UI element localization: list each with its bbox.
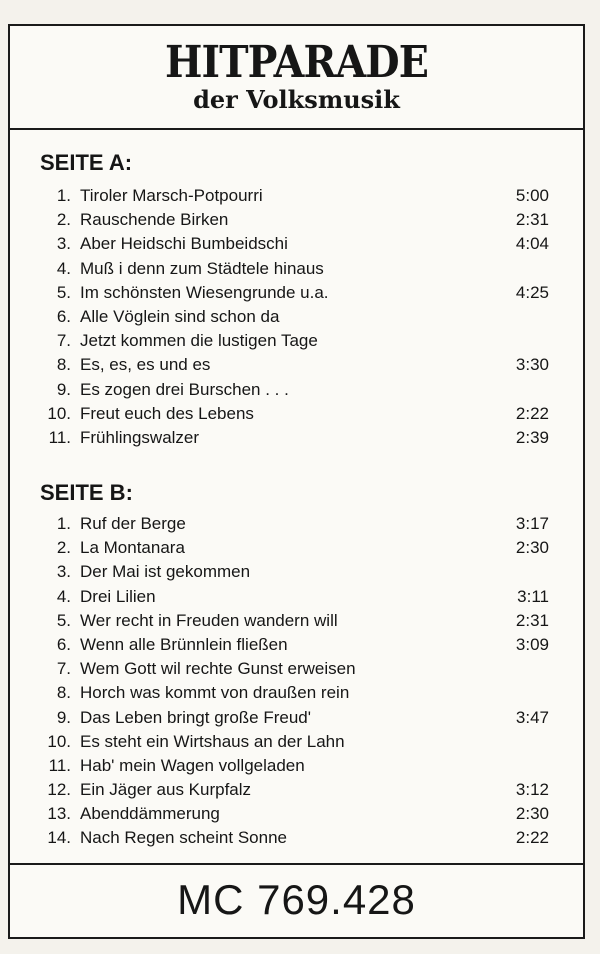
track-duration: 2:22	[515, 828, 549, 848]
track-number: 11.	[48, 755, 71, 775]
track-row	[10, 706, 583, 730]
track-number: 4.	[56, 586, 71, 606]
track-row	[10, 585, 583, 609]
track-row	[10, 512, 583, 536]
track-title: Hab' mein Wagen vollgeladen	[80, 755, 305, 775]
track-row	[10, 826, 583, 850]
track-number: 9.	[56, 707, 71, 727]
track-number: 11.	[48, 427, 71, 447]
track-row	[10, 536, 583, 560]
track-duration: 2:31	[515, 210, 549, 230]
side-b-tracklist	[10, 512, 583, 851]
track-row	[10, 802, 583, 826]
header	[10, 26, 583, 130]
track-duration: 2:31	[515, 610, 549, 630]
album-subtitle: der Volksmusik	[193, 85, 400, 114]
track-duration: 3:09	[515, 634, 549, 654]
track-row	[10, 184, 583, 208]
track-row	[10, 257, 583, 281]
track-number: 8.	[56, 355, 71, 375]
track-title: Nach Regen scheint Sonne	[80, 828, 287, 848]
track-duration: 3:47	[515, 707, 549, 727]
track-duration: 2:39	[515, 427, 549, 447]
side-a-heading: SEITE A:	[40, 150, 133, 175]
track-row	[10, 730, 583, 754]
track-number: 14.	[47, 828, 71, 848]
track-duration: 5:00	[515, 186, 549, 205]
track-row	[10, 426, 583, 450]
track-title: Frühlingswalzer	[80, 427, 200, 447]
track-number: 1.	[56, 186, 71, 205]
album-title: HITPARADE	[164, 37, 429, 88]
track-duration: 2:30	[515, 804, 549, 824]
track-title: Drei Lilien	[80, 586, 156, 606]
track-row	[10, 305, 583, 329]
track-row	[10, 609, 583, 633]
track-duration: 2:30	[515, 538, 549, 558]
track-title: Ruf der Berge	[80, 514, 186, 533]
track-number: 8.	[56, 683, 71, 703]
track-number: 2.	[56, 538, 71, 558]
track-title: Abenddämmerung	[80, 804, 220, 824]
track-row	[10, 754, 583, 778]
track-number: 6.	[56, 634, 71, 654]
track-duration: 3:12	[515, 780, 549, 800]
track-number: 7.	[56, 331, 71, 351]
track-row	[10, 232, 583, 256]
track-row	[10, 329, 583, 353]
track-row	[10, 778, 583, 802]
catalog-number: MC 769.428	[10, 863, 583, 937]
track-number: 2.	[56, 210, 71, 230]
track-title: Das Leben bringt große Freud'	[80, 707, 311, 727]
track-number: 12.	[47, 780, 71, 800]
track-row	[10, 657, 583, 681]
track-title: Wem Gott wil rechte Gunst erweisen	[80, 659, 356, 679]
track-title: Der Mai ist gekommen	[80, 562, 251, 582]
track-duration: 4:25	[515, 282, 549, 302]
track-row	[10, 281, 583, 305]
track-title: Es, es, es und es	[80, 355, 211, 375]
track-number: 5.	[56, 282, 71, 302]
track-number: 1.	[56, 514, 71, 533]
track-number: 9.	[56, 379, 71, 399]
track-title: Wer recht in Freuden wandern will	[80, 610, 338, 630]
track-number: 13.	[47, 804, 71, 824]
cassette-inlay-card	[8, 24, 585, 939]
track-title: Ein Jäger aus Kurpfalz	[80, 780, 252, 800]
track-number: 10.	[47, 403, 71, 423]
track-row	[10, 353, 583, 377]
track-title: Im schönsten Wiesengrunde u.a.	[80, 282, 329, 302]
track-title: Alle Vöglein sind schon da	[80, 306, 280, 326]
track-duration: 3:11	[517, 586, 549, 606]
track-duration: 2:22	[515, 403, 549, 423]
track-title: Rauschende Birken	[80, 210, 229, 230]
track-row	[10, 378, 583, 402]
track-number: 7.	[56, 659, 71, 679]
track-number: 10.	[47, 731, 71, 751]
track-row	[10, 208, 583, 232]
track-title: Muß i denn zum Städtele hinaus	[80, 258, 324, 278]
side-a-tracklist	[10, 184, 583, 450]
track-row	[10, 560, 583, 584]
track-number: 3.	[56, 562, 71, 582]
track-title: Freut euch des Lebens	[80, 403, 254, 423]
track-title: Es steht ein Wirtshaus an der Lahn	[80, 731, 345, 751]
track-title: Tiroler Marsch-Potpourri	[80, 186, 263, 205]
track-title: Wenn alle Brünnlein fließen	[80, 634, 288, 654]
track-title: Horch was kommt von draußen rein	[80, 683, 350, 703]
track-row	[10, 402, 583, 426]
track-row	[10, 681, 583, 705]
track-title: Jetzt kommen die lustigen Tage	[80, 331, 318, 351]
track-number: 6.	[56, 306, 71, 326]
track-title: Aber Heidschi Bumbeidschi	[80, 234, 288, 254]
track-title: Es zogen drei Burschen . . .	[80, 379, 289, 399]
track-duration: 3:17	[515, 514, 549, 533]
side-b-heading: SEITE B:	[40, 480, 133, 505]
track-row	[10, 633, 583, 657]
track-number: 3.	[56, 234, 71, 254]
track-number: 5.	[56, 610, 71, 630]
track-number: 4.	[56, 258, 71, 278]
track-title: La Montanara	[80, 538, 185, 558]
track-duration: 3:30	[515, 355, 549, 375]
track-duration: 4:04	[515, 234, 549, 254]
